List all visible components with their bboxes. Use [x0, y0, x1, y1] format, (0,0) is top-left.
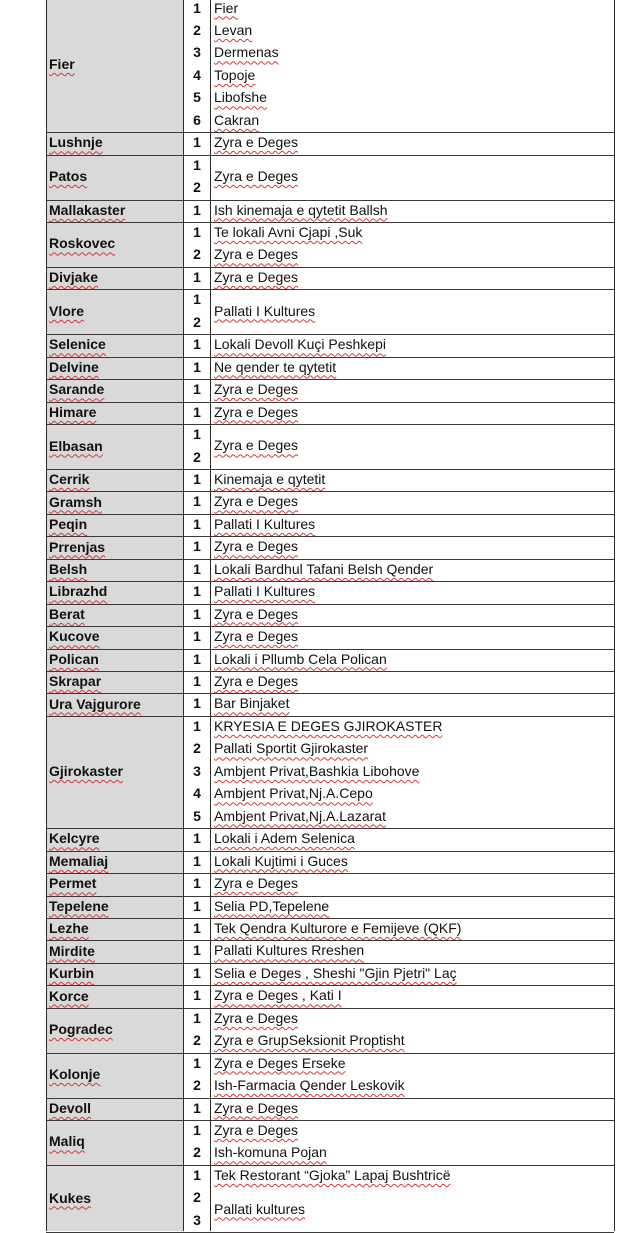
row-divider	[46, 469, 614, 470]
municipality-name: Sarande	[49, 381, 105, 398]
row-number: 2	[193, 1032, 201, 1049]
row-divider	[46, 491, 614, 492]
row-number: 1	[193, 1099, 201, 1116]
location-text: Lokali i Adem Selenica	[214, 830, 355, 847]
row-divider	[46, 357, 614, 358]
municipality-name: Librazhd	[49, 583, 108, 600]
row-number: 1	[193, 426, 201, 443]
row-number: 1	[193, 493, 201, 510]
row-number: 1	[193, 268, 201, 285]
row-divider	[46, 1120, 614, 1121]
row-number: 5	[193, 807, 201, 824]
row-divider	[46, 289, 614, 290]
row-number: 1	[193, 830, 201, 847]
location-text: Pallati Kultures Rreshen	[214, 942, 365, 959]
location-text: Zyra e Deges	[214, 437, 299, 454]
row-number: 1	[193, 134, 201, 151]
location-text: Te lokali Avni Cjapi ,Suk	[214, 224, 363, 240]
row-number: 1	[193, 695, 201, 712]
location-text: Lokali Kujtimi i Guces	[214, 852, 348, 869]
municipality-name: Fier	[49, 55, 75, 72]
location-text: Dermenas	[214, 44, 279, 61]
row-divider	[46, 985, 614, 986]
row-number: 1	[193, 358, 201, 375]
row-divider	[46, 1098, 614, 1099]
row-number: 1	[193, 1122, 201, 1138]
location-text: Cakran	[214, 111, 260, 128]
location-text: Bar Binjaket	[214, 695, 290, 712]
location-text: Selia e Deges , Sheshi "Gjin Pjetri" Laç	[214, 964, 457, 981]
row-number: 6	[193, 111, 201, 128]
row-divider	[46, 514, 614, 515]
municipality-name: Peqin	[49, 516, 88, 533]
municipality-name: Mirdite	[49, 942, 95, 959]
row-divider	[46, 940, 614, 941]
municipality-name: Korce	[49, 987, 89, 1004]
location-text: Lokali Devoll Kuçi Peshkepi	[214, 336, 386, 353]
column-divider-1	[183, 0, 184, 1231]
municipality-name: Vlore	[49, 302, 85, 319]
row-number: 1	[193, 1009, 201, 1026]
location-text: Zyra e Deges	[214, 1122, 299, 1138]
row-number: 1	[193, 381, 201, 398]
location-text: Zyra e Deges	[214, 1099, 299, 1116]
location-text: Zyra e Deges , Kati I	[214, 987, 342, 1004]
row-divider	[46, 334, 614, 335]
row-divider	[46, 200, 614, 201]
location-text: Levan	[214, 21, 253, 38]
location-text: Ish-Farmacia Qender Leskovik	[214, 1077, 405, 1094]
location-text: Tek Qendra Kulturore e Femijeve (QKF)	[214, 919, 462, 936]
municipality-name: Divjake	[49, 269, 99, 286]
row-number: 2	[193, 246, 201, 263]
row-divider	[46, 559, 614, 560]
municipality-name: Lushnje	[49, 134, 103, 151]
municipality-name: Polican	[49, 650, 99, 667]
row-number: 1	[193, 538, 201, 555]
row-number: 1	[193, 875, 201, 892]
municipality-name: Gramsh	[49, 493, 102, 510]
row-number: 1	[193, 291, 201, 308]
row-divider	[46, 581, 614, 582]
municipality-name: Lezhe	[49, 920, 89, 937]
municipality-name: Kukes	[49, 1189, 92, 1206]
municipality-name: Skrapar	[49, 673, 102, 690]
row-number: 1	[193, 583, 201, 600]
location-text: Lokali i Pllumb Cela Polican	[214, 650, 387, 667]
row-divider	[46, 1165, 614, 1166]
municipality-name: Tepelene	[49, 897, 109, 914]
municipality-name: Belsh	[49, 560, 88, 577]
row-number: 1	[193, 336, 201, 353]
location-text: Fier	[214, 0, 239, 16]
location-text: Selia PD,Tepelene	[214, 897, 330, 914]
location-text: Zyra e GrupSeksionit Proptisht	[214, 1032, 405, 1049]
row-number: 2	[193, 313, 201, 330]
row-number: 1	[193, 1054, 201, 1071]
municipality-name: Selenice	[49, 336, 106, 353]
location-text: Zyra e Deges	[214, 167, 299, 184]
municipality-name: Prrenjas	[49, 538, 106, 555]
row-number: 2	[193, 740, 201, 757]
location-text: Ne qender te qytetit	[214, 358, 337, 375]
municipality-name: Kurbin	[49, 965, 95, 982]
location-text: Zyra e Deges	[214, 268, 299, 285]
row-divider	[46, 918, 614, 919]
row-number: 2	[193, 1077, 201, 1094]
table-border-right	[614, 0, 615, 1231]
row-divider	[46, 155, 614, 156]
municipality-name: Kolonje	[49, 1066, 101, 1083]
row-divider	[46, 222, 614, 223]
location-text: Lokali Bardhul Tafani Belsh Qender	[214, 560, 434, 577]
location-text: Zyra e Deges	[214, 381, 299, 398]
row-divider	[46, 649, 614, 650]
row-number: 1	[193, 897, 201, 914]
row-number: 1	[193, 470, 201, 487]
municipality-name: Devoll	[49, 1099, 92, 1116]
row-divider	[46, 626, 614, 627]
location-text: Kinemaja e qytetit	[214, 470, 326, 487]
municipality-name: Berat	[49, 605, 85, 622]
location-text: Pallati Sportit Gjirokaster	[214, 740, 369, 757]
location-text: Ambjent Privat,Bashkia Libohove	[214, 762, 420, 779]
municipality-name: Patos	[49, 168, 88, 185]
row-number: 3	[193, 44, 201, 61]
row-number: 1	[193, 964, 201, 981]
row-divider	[46, 402, 614, 403]
row-number: 1	[193, 560, 201, 577]
row-number: 2	[193, 1144, 201, 1161]
row-number: 2	[193, 1189, 201, 1206]
row-divider	[46, 536, 614, 537]
row-number: 1	[193, 942, 201, 959]
row-number: 3	[193, 762, 201, 779]
row-divider	[46, 873, 614, 874]
row-divider	[46, 851, 614, 852]
location-text: KRYESIA E DEGES GJIROKASTER	[214, 717, 443, 734]
row-number: 2	[193, 179, 201, 196]
location-text: Zyra e Deges	[214, 538, 299, 555]
municipality-name: Ura Vajgurore	[49, 695, 141, 712]
location-text: Zyra e Deges	[214, 493, 299, 510]
location-text: Zyra e Deges	[214, 246, 299, 263]
municipality-name: Gjirokaster	[49, 763, 123, 780]
municipality-name: Cerrik	[49, 471, 90, 488]
location-text: Topoje	[214, 66, 256, 83]
location-text: Ambjent Privat,Nj.A.Lazarat	[214, 807, 386, 824]
municipality-name: Elbasan	[49, 437, 103, 454]
row-divider	[46, 828, 614, 829]
row-number: 1	[193, 403, 201, 420]
row-number: 2	[193, 448, 201, 465]
row-number: 1	[193, 673, 201, 689]
row-number: 1	[193, 605, 201, 622]
row-number: 1	[193, 515, 201, 532]
row-number: 4	[193, 66, 201, 83]
row-number: 3	[193, 1211, 201, 1228]
municipality-name: Roskovec	[49, 235, 116, 252]
location-text: Zyra e Deges	[214, 1009, 299, 1026]
location-text: Zyra e Deges	[214, 875, 299, 892]
location-text: Ish-komuna Pojan	[214, 1144, 327, 1161]
row-divider	[46, 132, 614, 133]
row-divider	[46, 604, 614, 605]
row-number: 1	[193, 919, 201, 936]
location-text: Pallati kultures	[214, 1200, 306, 1217]
row-number: 1	[193, 628, 201, 645]
row-divider	[46, 379, 614, 380]
location-text: Zyra e Deges	[214, 605, 299, 622]
location-text: Pallati I Kultures	[214, 302, 316, 319]
location-text: Zyra e Deges	[214, 673, 299, 689]
location-text: Ambjent Privat,Nj.A.Cepo	[214, 785, 373, 802]
location-text: Pallati I Kultures	[214, 515, 316, 532]
row-divider	[46, 1008, 614, 1009]
row-number: 4	[193, 785, 201, 802]
location-text: Zyra e Deges Erseke	[214, 1054, 346, 1071]
location-text: Tek Restorant “Gjoka” Lapaj Bushtricë	[214, 1166, 451, 1183]
row-number: 1	[193, 156, 201, 173]
municipality-name: Kelcyre	[49, 830, 100, 847]
table-border-left	[46, 0, 47, 1231]
row-number: 1	[193, 1166, 201, 1183]
municipality-name: Delvine	[49, 358, 99, 375]
municipality-name: Maliq	[49, 1133, 85, 1150]
row-number: 1	[193, 987, 201, 1004]
row-number: 1	[193, 201, 201, 218]
row-number: 1	[193, 650, 201, 667]
location-text: Zyra e Deges	[214, 134, 299, 151]
municipality-name: Kucove	[49, 628, 100, 645]
row-divider	[46, 716, 614, 717]
row-divider	[46, 1053, 614, 1054]
row-divider	[46, 424, 614, 425]
column-divider-2	[210, 0, 211, 1231]
location-text: Pallati I Kultures	[214, 583, 316, 600]
row-number: 1	[193, 224, 201, 240]
municipality-name: Permet	[49, 875, 97, 892]
row-divider	[46, 267, 614, 268]
municipality-name: Mallakaster	[49, 201, 126, 218]
row-divider	[46, 896, 614, 897]
row-number: 1	[193, 0, 201, 16]
location-text: Zyra e Deges	[214, 403, 299, 420]
municipality-name: Himare	[49, 403, 97, 420]
row-number: 2	[193, 21, 201, 38]
row-divider	[46, 963, 614, 964]
municipality-name: Pogradec	[49, 1021, 113, 1038]
row-divider	[46, 671, 614, 672]
municipality-name: Memaliaj	[49, 852, 109, 869]
row-number: 1	[193, 852, 201, 869]
row-number: 5	[193, 89, 201, 106]
row-number: 1	[193, 717, 201, 734]
location-text: Zyra e Deges	[214, 628, 299, 645]
row-divider	[46, 693, 614, 694]
location-text: Libofshe	[214, 89, 267, 106]
location-text: Ish kinemaja e qytetit Ballsh	[214, 201, 388, 218]
